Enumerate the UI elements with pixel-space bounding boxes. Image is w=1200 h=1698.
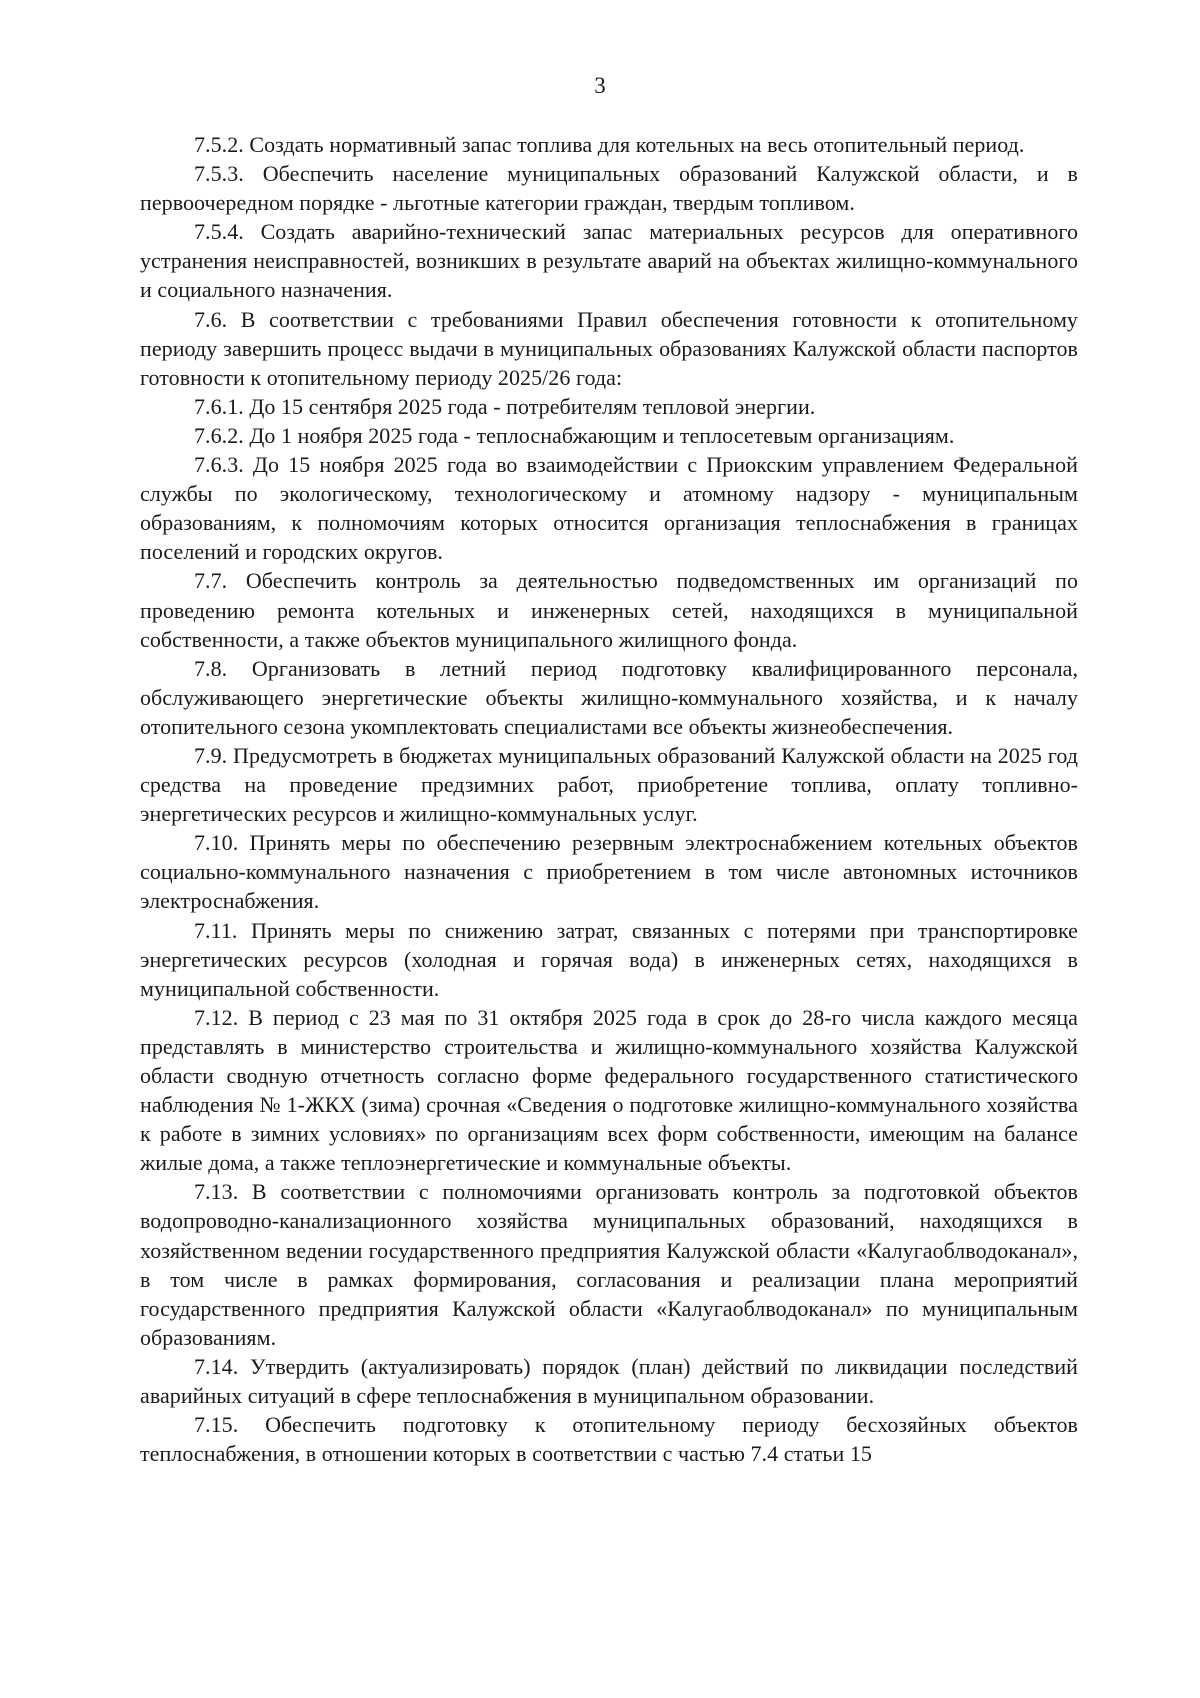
- paragraph-7-8: 7.8. Организовать в летний период подготовку квалифицированного персонала, обслуживающего энергетические объекты жилищно-коммунального хозяйства, и к началу отопительного сезона укомплектовать специалистами все объекты жизнеобеспечения.: [140, 655, 1078, 739]
- paragraph-7-15: 7.15. Обеспечить подготовку к отопительному периоду бесхозяйных объектов теплоснабжения, в отношении которых в соответствии с частью 7.4 статьи 15: [140, 1412, 1078, 1467]
- document-body: [140, 130, 1078, 1468]
- paragraph-7-5-3: 7.5.3. Обеспечить население муниципальных образований Калужской области, и в первоочередном порядке - льготные категории граждан, твердым топливом.: [140, 161, 1078, 216]
- paragraph-7-7: 7.7. Обеспечить контроль за деятельностью подведомственных им организаций по проведению ремонта котельных и инженерных сетей, находящихся в муниципальной собственности, а также объектов муниципального жилищного фонда.: [140, 568, 1078, 652]
- paragraph-7-10: 7.10. Принять меры по обеспечению резервным электроснабжением котельных объектов социально-коммунального назначения с приобретением в том числе автономных источников электроснабжения.: [140, 830, 1078, 914]
- paragraph-7-9: 7.9. Предусмотреть в бюджетах муниципальных образований Калужской области на 2025 год средства на проведение предзимних работ, приобретение топлива, оплату топливно-энергетических ресурсов и жилищно-коммунальных услуг.: [140, 742, 1078, 827]
- paragraph-7-5-4: 7.5.4. Создать аварийно-технический запас материальных ресурсов для оперативного устранения неисправностей, возникших в результате аварий на объектах жилищно-коммунального и социального назначения.: [140, 219, 1078, 303]
- paragraph-7-12: 7.12. В период с 23 мая по 31 октября 2025 года в срок до 28-го числа каждого месяца представлять в министерство строительства и жилищно-коммунального хозяйства Калужской области сводную отчетность согласно форме федерального государственного статистического наблюдения № 1-ЖКХ (зима) срочная «Сведения о подготовке жилищно-коммунального хозяйства к работе в зимних условиях» по организациям всех форм собственности, имеющим на балансе жилые дома, а также теплоэнергетические и коммунальные объекты.: [140, 1004, 1078, 1176]
- paragraph-7-6-3: 7.6.3. До 15 ноября 2025 года во взаимодействии с Приокским управлением Федеральной службы по экологическому, технологическому и атомному надзору - муниципальным образованиям, к полномочиям которых относится организация теплоснабжения в границах поселений и городских округов.: [140, 452, 1078, 565]
- paragraph-7-6-1: 7.6.1. До 15 сентября 2025 года - потребителям тепловой энергии.: [194, 393, 816, 419]
- page-number: 3: [594, 73, 606, 98]
- paragraph-7-14: 7.14. Утвердить (актуализировать) порядок (план) действий по ликвидации последствий аварийных ситуаций в сфере теплоснабжения в муниципальном образовании.: [140, 1353, 1078, 1409]
- paragraph-7-13: 7.13. В соответствии с полномочиями организовать контроль за подготовкой объектов водопроводно-канализационного хозяйства муниципальных образований, находящихся в хозяйственном ведении государственного предприятия Калужской области «Калугаоблводоканал», в том числе в рамках формирования, согласования и реализации плана мероприятий государственного предприятия Калужской области «Калугаоблводоканал» по муниципальным образованиям.: [140, 1179, 1078, 1350]
- paragraph-7-11: 7.11. Принять меры по снижению затрат, связанных с потерями при транспортировке энергетических ресурсов (холодная и горячая вода) в инженерных сетях, находящихся в муниципальной собственности.: [140, 917, 1078, 1001]
- paragraph-7-6: 7.6. В соответствии с требованиями Правил обеспечения готовности к отопительному периоду завершить процесс выдачи в муниципальных образованиях Калужской области паспортов готовности к отопительному периоду 2025/26 года:: [140, 306, 1078, 390]
- paragraph-7-5-2: 7.5.2. Создать нормативный запас топлива для котельных на весь отопительный период.: [194, 132, 1025, 157]
- paragraph-7-6-2: 7.6.2. До 1 ноября 2025 года - теплоснабжающим и теплосетевым организациям.: [194, 422, 955, 448]
